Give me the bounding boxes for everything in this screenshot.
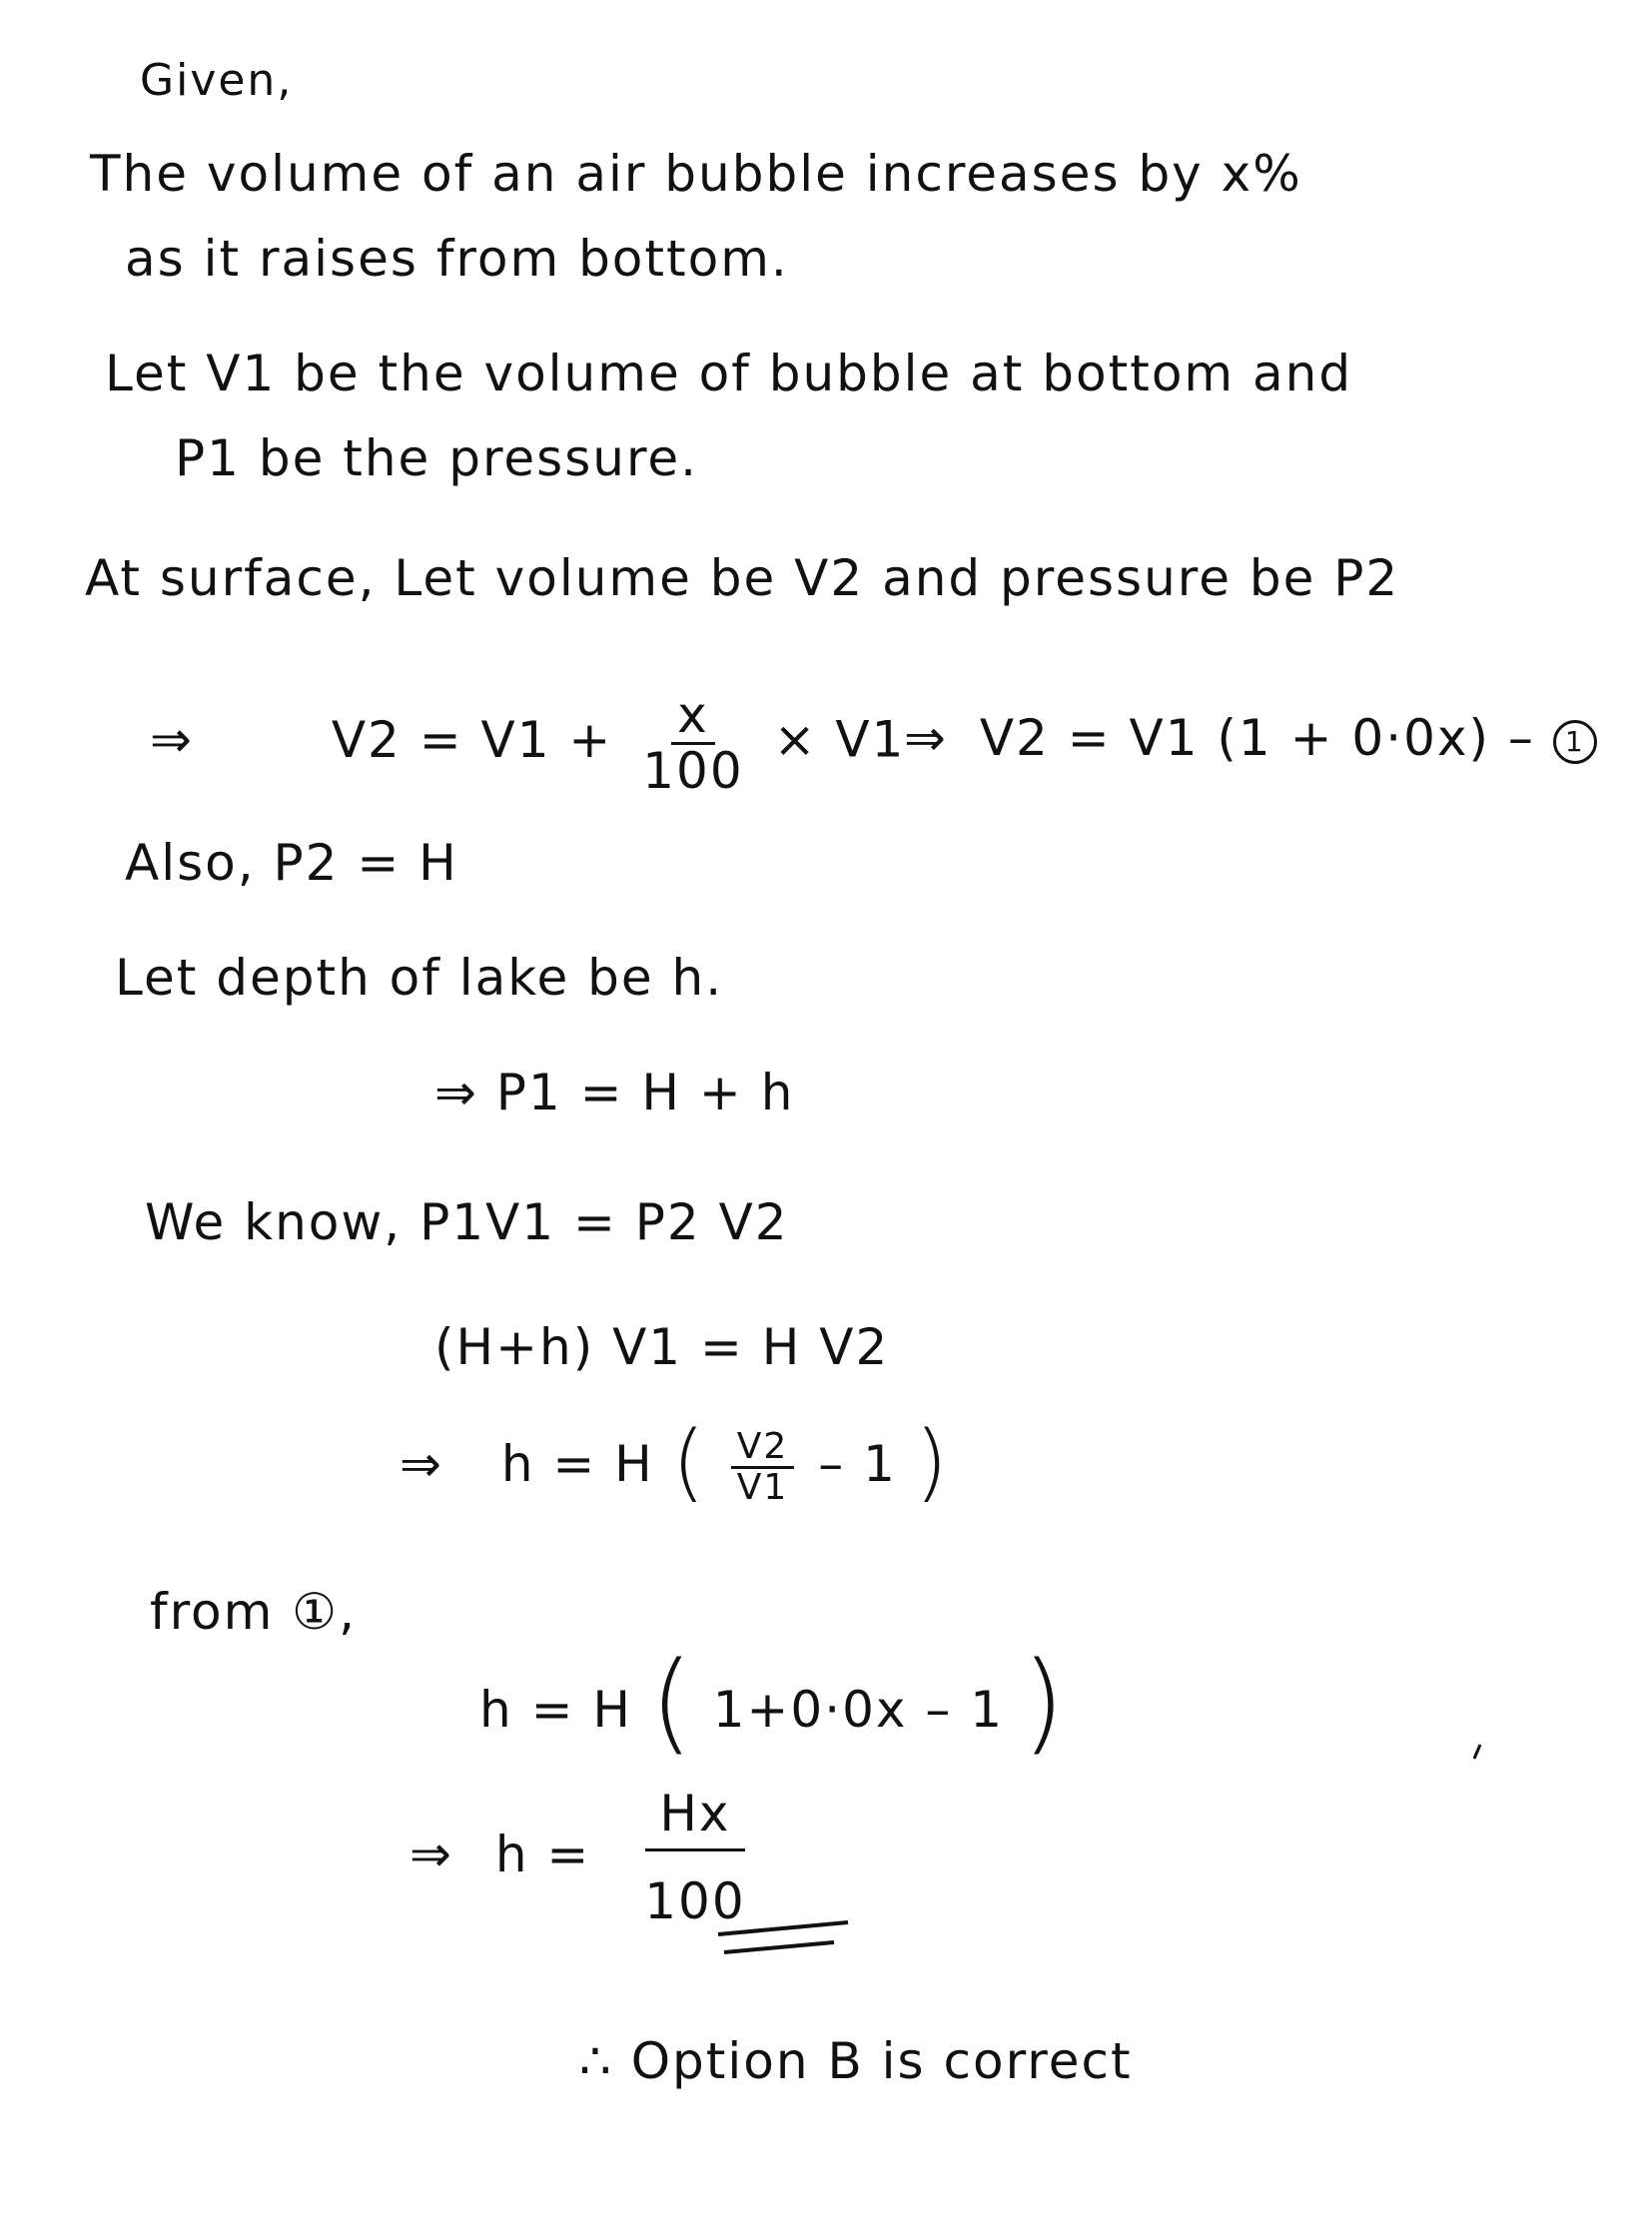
equation-h3 [410,1785,758,1930]
implies-arrow-2: ⇒ [904,709,948,767]
from-1-line: from ①, [150,1583,357,1641]
text-line-5: At surface, Let volume be V2 and pressure be P2 [85,549,1400,607]
implies-arrow-4: ⇒ [410,1825,453,1883]
text-line-4: P1 be the pressure. [175,429,699,487]
answer-double-underline [714,1912,854,1962]
close-paren-2: ) [1022,1638,1067,1766]
conclusion-line: ∴ Option B is correct [579,2032,1133,2090]
eqh-tail: – 1 [818,1434,897,1493]
equation-h2 [479,1638,1067,1766]
eqh3-frac-num: Hx [645,1788,744,1851]
open-paren: ( [671,1413,707,1512]
eqh3-lhs: h = [494,1825,591,1883]
stray-mark [1468,1743,1488,1763]
eqh-fraction [731,1428,795,1507]
know-line: We know, P1V1 = P2 V2 [145,1193,789,1251]
equation-1 [150,686,906,800]
eqh3-fraction [638,1785,751,1930]
equation-1-simplified [904,709,1597,767]
eq1-rhs: × V1 [773,710,906,769]
eq1-frac-den: 100 [642,741,744,800]
implies-arrow-3: ⇒ [400,1434,443,1493]
eq1-frac-num: x [671,689,715,745]
p1-equation: ⇒ P1 = H + h [434,1064,795,1121]
close-paren: ) [914,1413,950,1512]
given-label: Given, [140,55,294,106]
open-paren-2: ( [649,1638,695,1766]
text-line-3: Let V1 be the volume of bubble at bottom and [105,345,1353,402]
also-line: Also, P2 = H [125,834,458,892]
eqh-lhs: h = H [500,1434,654,1493]
eq1-lhs: V2 = V1 + [331,710,613,769]
eqh2-inner: 1+0·0x – 1 [712,1680,1005,1739]
step-2: (H+h) V1 = H V2 [434,1318,890,1376]
eq1-fraction [636,686,749,800]
equation-ref-1: 1 [1553,720,1597,764]
eqh-frac-den: V1 [736,1466,789,1508]
depth-line: Let depth of lake be h. [115,949,724,1007]
text-line-1: The volume of an air bubble increases by x% [90,145,1302,203]
eqh-frac-num: V2 [731,1428,795,1469]
eq1-simplified: V2 = V1 (1 + 0·0x) – [979,709,1553,767]
eqh3-frac-den: 100 [644,1871,746,1930]
text-line-2: as it raises from bottom. [125,230,789,288]
equation-h [400,1413,950,1512]
eqh2-lhs: h = H [479,1680,632,1739]
implies-arrow: ⇒ [150,710,194,769]
